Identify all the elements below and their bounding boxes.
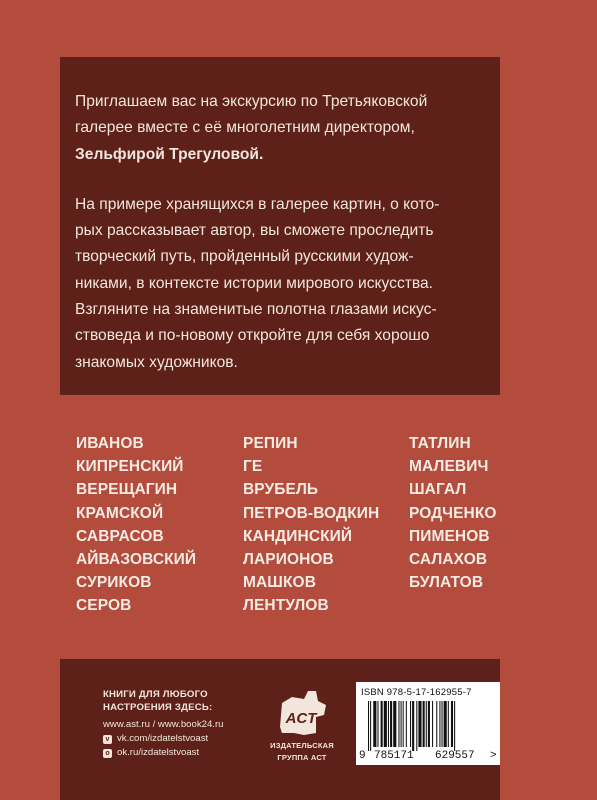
barcode-bar — [454, 701, 455, 751]
ast-logo-mark — [274, 687, 330, 739]
artist-name: СУРИКОВ — [76, 574, 152, 592]
artist-name: ВРУБЕЛЬ — [243, 481, 319, 499]
publisher-panel — [60, 659, 500, 800]
body-line: Взгляните на знаменитые полотна глазами искус- — [75, 301, 437, 319]
barcode-bar — [448, 701, 449, 747]
barcode-bar — [393, 701, 396, 747]
barcode-bar — [412, 701, 414, 751]
artist-name: ИВАНОВ — [76, 435, 144, 452]
barcode-bar — [423, 701, 425, 747]
artist-name: ВЕРЕЩАГИН — [76, 481, 178, 499]
barcode-bar — [398, 701, 399, 747]
artist-name: САЛАХОВ — [409, 551, 488, 569]
body-line: ствоведа и по-новому откройте для себя хорошо — [75, 327, 430, 345]
isbn-text: ISBN 978-5-17-162955-7 — [361, 687, 472, 698]
body-line: На примере хранящихся в галерее картин, о кото- — [75, 195, 440, 213]
description-panel — [60, 57, 500, 395]
body-line: рых рассказывает автор, вы сможете проследить — [75, 222, 434, 240]
artist-name: КРАМСКОЙ — [76, 504, 164, 522]
ok-link[interactable] — [103, 746, 224, 760]
ok-icon: o — [103, 749, 112, 758]
barcode-digits — [356, 750, 500, 764]
ast-logo — [270, 687, 334, 767]
artist-column-3 — [409, 432, 497, 594]
artist-name: КАНДИНСКИЙ — [243, 527, 353, 545]
barcode-bar — [388, 701, 389, 747]
barcode-marker: > — [490, 750, 497, 762]
promo-heading-2: НАСТРОЕНИЯ ЗДЕСЬ: — [103, 701, 213, 713]
barcode-left-group: 785171 — [374, 750, 414, 762]
ok-link-text: ok.ru/izdatelstvoast — [117, 747, 200, 758]
website-links[interactable]: www.ast.ru / www.book24.ru — [103, 719, 224, 730]
intro-line-1: Приглашаем вас на экскурсию по Третьяковской — [75, 93, 428, 110]
barcode-bar — [428, 701, 430, 747]
promo-block — [103, 689, 224, 760]
artist-column-1 — [76, 432, 196, 618]
intro-line-2: галерее вместе с её многолетним директором, — [75, 119, 415, 137]
artist-name: МАЛЕВИЧ — [409, 458, 489, 476]
barcode — [356, 682, 500, 765]
artist-name: ТАТЛИН — [409, 435, 471, 452]
barcode-right-group: 629557 — [435, 750, 475, 762]
intro-paragraph — [75, 89, 484, 168]
barcode-bar — [418, 701, 421, 747]
artist-column-2 — [243, 432, 379, 618]
artist-name: ГЕ — [243, 458, 263, 476]
artist-name: ЛАРИОНОВ — [243, 551, 334, 569]
artist-name: МАШКОВ — [243, 574, 316, 592]
barcode-bars — [368, 701, 488, 751]
artist-name: КИПРЕНСКИЙ — [76, 458, 184, 476]
barcode-bar — [439, 701, 440, 747]
body-line: никами, в контексте истории мирового искусства. — [75, 274, 434, 292]
body-paragraph — [75, 192, 484, 376]
artist-name: ПИМЕНОВ — [409, 527, 490, 545]
artist-name: РОДЧЕНКО — [409, 504, 497, 522]
barcode-first-digit: 9 — [359, 750, 366, 762]
barcode-bar — [410, 701, 411, 747]
vk-icon: v — [103, 735, 112, 744]
barcode-bar — [381, 701, 383, 747]
artist-name: СЕРОВ — [76, 597, 132, 615]
artist-name: РЕПИН — [243, 435, 298, 452]
barcode-bar — [426, 701, 427, 747]
barcode-bar — [406, 701, 407, 747]
barcode-bar — [377, 701, 378, 747]
barcode-bar — [436, 701, 437, 747]
vk-link[interactable] — [103, 732, 224, 746]
publisher-name-2: ГРУППА АСТ — [277, 753, 327, 762]
barcode-bar — [390, 701, 392, 747]
artist-list — [0, 432, 597, 622]
barcode-bar — [444, 701, 447, 747]
logo-wordmark: ACT — [285, 710, 317, 727]
barcode-bar — [373, 701, 376, 747]
barcode-bar — [416, 701, 417, 751]
barcode-bar — [401, 701, 402, 747]
barcode-bar — [403, 701, 404, 747]
barcode-bar — [384, 701, 387, 747]
barcode-bar — [451, 701, 453, 747]
director-name: Зельфирой Трегуловой. — [75, 145, 264, 163]
publisher-name-1: ИЗДАТЕЛЬСКАЯ — [270, 741, 334, 750]
artist-name: ШАГАЛ — [409, 481, 467, 499]
artist-name: САВРАСОВ — [76, 527, 164, 545]
artist-name: БУЛАТОВ — [409, 574, 484, 592]
artist-name: ЛЕНТУЛОВ — [243, 597, 329, 615]
barcode-bar — [368, 701, 369, 751]
barcode-bar — [370, 701, 371, 751]
artist-name: ПЕТРОВ-ВОДКИН — [243, 504, 380, 522]
barcode-bar — [442, 701, 443, 747]
body-line: знакомых художников. — [75, 353, 238, 371]
artist-name: АЙВАЗОВСКИЙ — [76, 551, 197, 569]
vk-link-text: vk.com/izdatelstvoast — [117, 733, 209, 744]
barcode-bar — [432, 701, 433, 747]
body-line: творческий путь, пройденный русскими худож- — [75, 248, 414, 266]
promo-heading-1: КНИГИ ДЛЯ ЛЮБОГО — [103, 689, 208, 700]
